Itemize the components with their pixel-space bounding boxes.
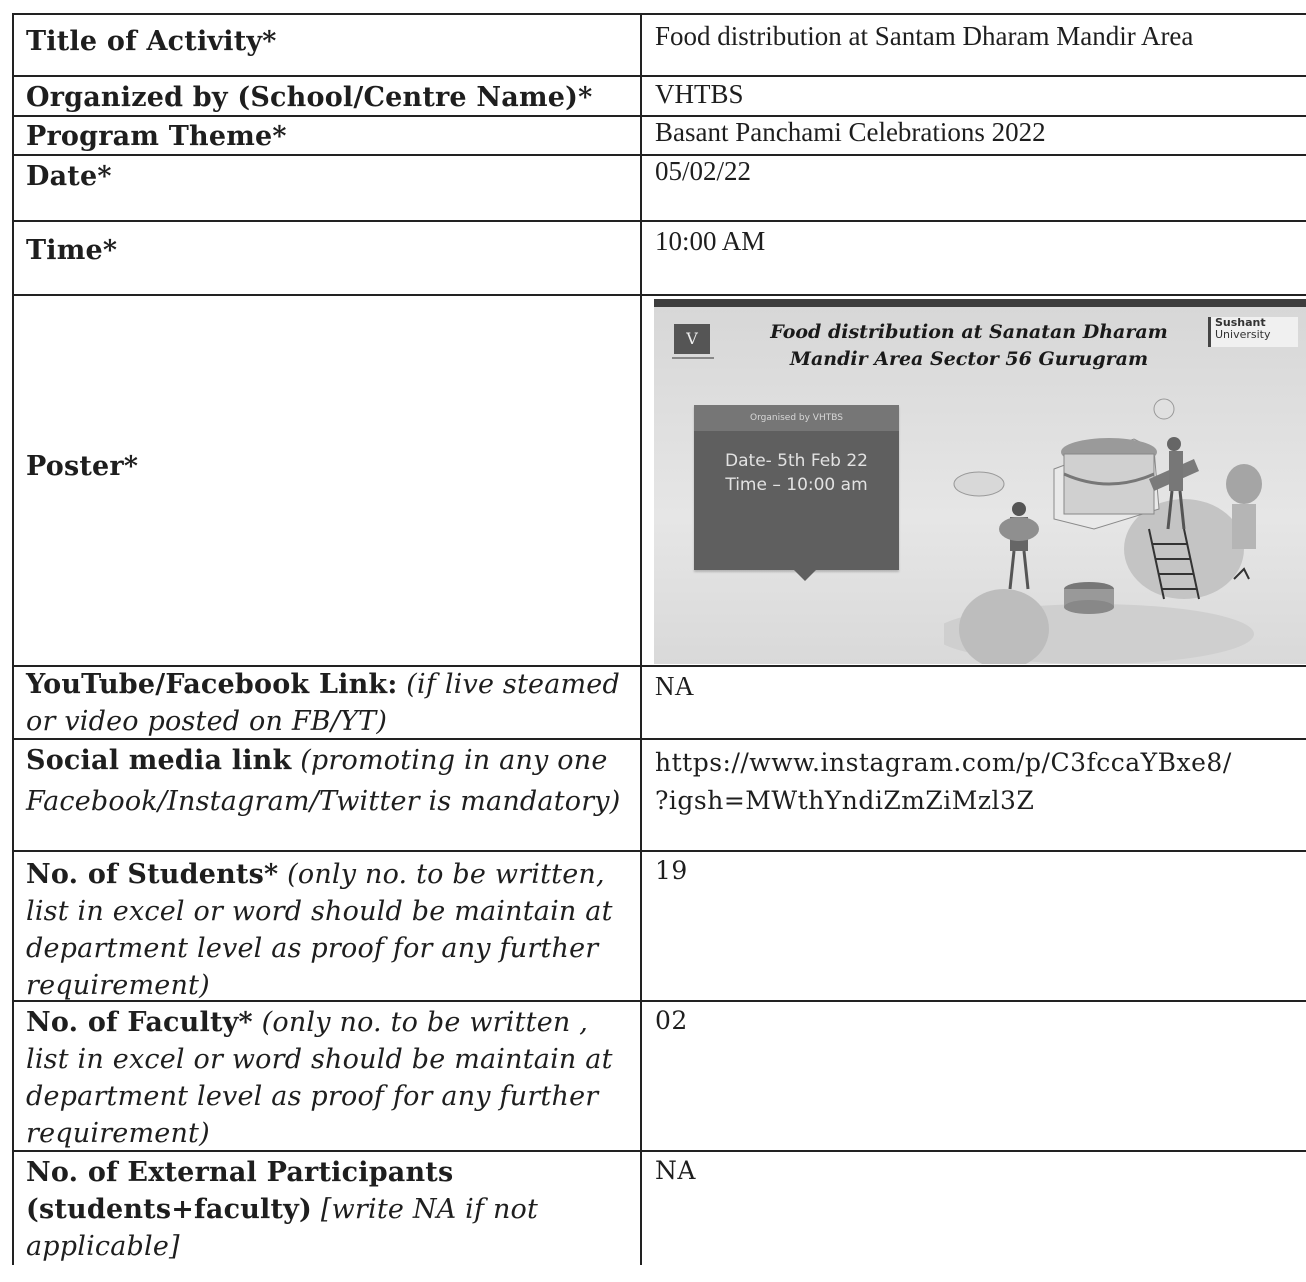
organized-label: Organized by (School/Centre Name)* [26, 82, 593, 113]
date-value: 05/02/22 [655, 156, 752, 186]
students-label: No. of Students* (only no. to be written, list in excel or word should be maintain at department level as proof for any further requirement) [26, 859, 613, 1001]
row-organized [14, 77, 1306, 117]
title-value: Food distribution at Santam Dharam Mandir Area [655, 21, 1194, 51]
faculty-label: No. of Faculty* (only no. to be written , list in excel or word should be maintain at department level as proof for any further requirement) [26, 1007, 613, 1149]
row-date [14, 156, 1306, 222]
poster-logo-caption [672, 357, 714, 371]
youtube-value: NA [655, 671, 694, 701]
row-theme [14, 117, 1306, 156]
theme-label: Program Theme* [26, 121, 287, 152]
social-value [655, 744, 1305, 820]
row-faculty [14, 1002, 1306, 1152]
column-divider [640, 15, 642, 1265]
poster-image [654, 299, 1306, 664]
time-label: Time* [26, 235, 118, 266]
social-link-line2[interactable]: ?igsh=MWthYndiZmZiMzl3Z [655, 786, 1035, 815]
poster-title-line2: Mandir Area Sector 56 Gurugram [789, 348, 1149, 370]
poster-title-line1: Food distribution at Sanatan Dharam [770, 321, 1168, 343]
row-title [14, 15, 1306, 77]
row-youtube [14, 667, 1306, 740]
activity-report-table [12, 13, 1306, 1265]
row-social [14, 740, 1306, 852]
students-value: 19 [655, 856, 688, 885]
university-logo [1208, 317, 1298, 347]
poster-info-card [694, 405, 899, 570]
row-external [14, 1152, 1306, 1282]
poster-logo: V [674, 324, 710, 354]
row-poster [14, 296, 1306, 667]
poster-time: Time – 10:00 am [725, 475, 868, 495]
poster-title [744, 319, 1194, 373]
social-link-line1[interactable]: https://www.instagram.com/p/C3fccaYBxe8/ [655, 748, 1232, 777]
row-time [14, 222, 1306, 296]
faculty-value: 02 [655, 1006, 688, 1035]
poster-date: Date- 5th Feb 22 [725, 451, 868, 471]
university-name-line2: University [1215, 328, 1271, 341]
poster-organized-by: Organised by VHTBS [694, 405, 899, 431]
food-distribution-illustration [944, 379, 1304, 664]
social-label: Social media link (promoting in any one Facebook/Instagram/Twitter is mandatory) [26, 745, 621, 817]
university-name-line1: Sushant [1215, 316, 1266, 329]
date-label: Date* [26, 161, 112, 192]
external-value: NA [655, 1156, 696, 1185]
organized-value: VHTBS [655, 79, 744, 109]
time-value: 10:00 AM [655, 226, 766, 256]
external-label: No. of External Participants (students+faculty) [write NA if not applicable] [26, 1157, 539, 1262]
poster-date-time [694, 449, 899, 497]
poster-label: Poster* [26, 451, 139, 482]
youtube-label: YouTube/Facebook Link: (if live steamed or video posted on FB/YT) [26, 669, 620, 737]
title-label: Title of Activity* [26, 26, 277, 57]
row-students [14, 852, 1306, 1002]
theme-value: Basant Panchami Celebrations 2022 [655, 117, 1046, 147]
poster-card-tail [794, 570, 816, 581]
